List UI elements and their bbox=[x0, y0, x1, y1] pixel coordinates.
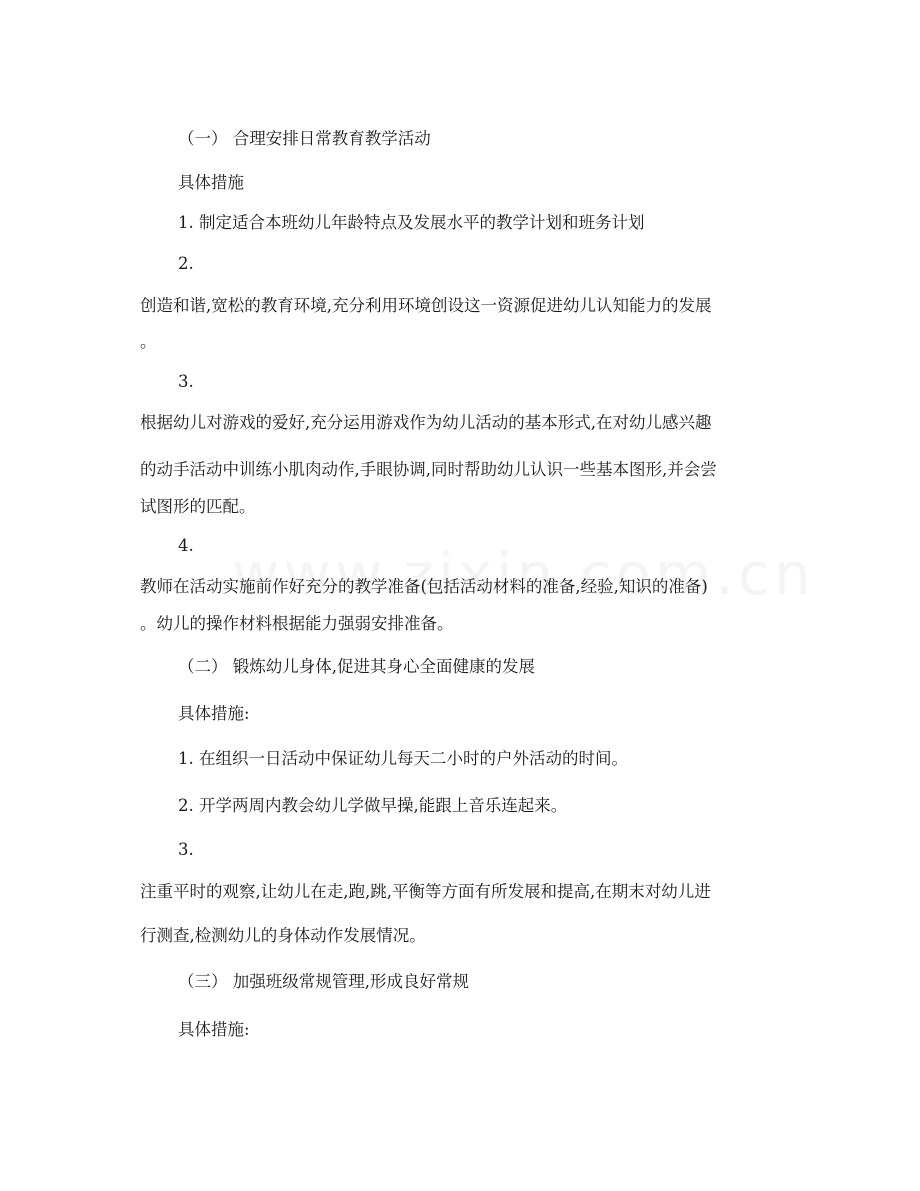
section-heading-1: （一） 合理安排日常教育教学活动 bbox=[178, 129, 431, 148]
paragraph-line: 试图形的匹配。 bbox=[140, 497, 256, 516]
paragraph-line: 。 bbox=[140, 332, 157, 351]
list-item: 2. 开学两周内教会幼儿学做早操,能跟上音乐连起来。 bbox=[178, 796, 568, 815]
paragraph-line: 的动手活动中训练小肌肉动作,手眼协调,同时帮助幼儿认识一些基本图形,并会尝 bbox=[140, 460, 717, 479]
list-item: 1. 制定适合本班幼儿年龄特点及发展水平的教学计划和班务计划 bbox=[178, 213, 645, 232]
paragraph-line: 创造和谐,宽松的教育环境,充分利用环境创设这一资源促进幼儿认知能力的发展 bbox=[140, 296, 712, 315]
section-heading-3: （三） 加强班级常规管理,形成良好常规 bbox=[178, 972, 469, 991]
list-number: 2. bbox=[178, 254, 194, 273]
measures-label: 具体措施: bbox=[178, 1020, 250, 1039]
list-number: 3. bbox=[178, 840, 194, 859]
measures-label: 具体措施 bbox=[178, 173, 244, 192]
list-number: 4. bbox=[178, 536, 194, 555]
paragraph-line: 。幼儿的操作材料根据能力强弱安排准备。 bbox=[140, 614, 454, 633]
paragraph-line: 教师在活动实施前作好充分的教学准备(包括活动材料的准备,经验,知识的准备) bbox=[140, 577, 708, 596]
paragraph-line: 注重平时的观察,让幼儿在走,跑,跳,平衡等方面有所发展和提高,在期末对幼儿进 bbox=[140, 882, 711, 901]
list-number: 3. bbox=[178, 372, 194, 391]
paragraph-line: 行测查,检测幼儿的身体动作发展情况。 bbox=[140, 926, 426, 945]
section-heading-2: （二） 锻炼幼儿身体,促进其身心全面健康的发展 bbox=[178, 657, 535, 676]
paragraph-line: 根据幼儿对游戏的爱好,充分运用游戏作为幼儿活动的基本形式,在对幼儿感兴趣 bbox=[140, 413, 712, 432]
measures-label: 具体措施: bbox=[178, 704, 250, 723]
list-item: 1. 在组织一日活动中保证幼儿每天二小时的户外活动的时间。 bbox=[178, 749, 628, 768]
